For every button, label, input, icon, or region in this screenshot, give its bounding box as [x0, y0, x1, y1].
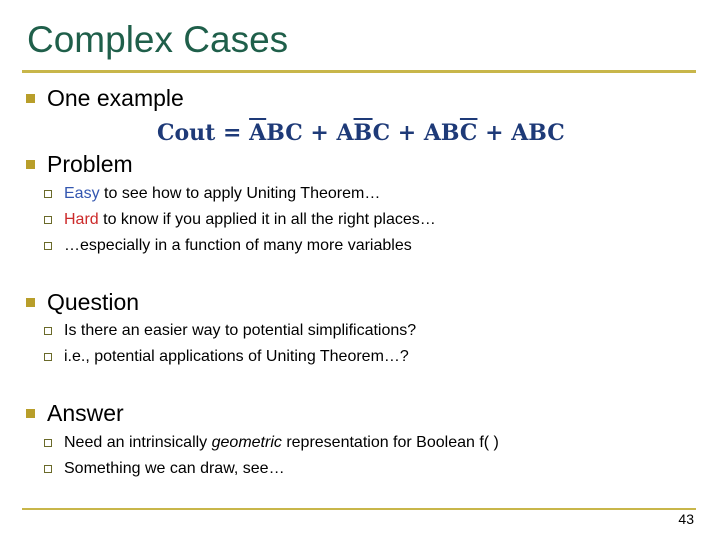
sub-bullet-text: to know if you applied it in all the right places… — [98, 211, 436, 228]
formula-term2-a: A — [336, 120, 354, 146]
square-bullet-icon — [26, 298, 35, 307]
bullet-label: Question — [47, 289, 140, 315]
bullet-label: Problem — [47, 151, 133, 177]
formula-plus: + — [390, 120, 424, 146]
formula-term2-c: C — [372, 120, 391, 146]
boolean-formula — [157, 120, 565, 146]
sub-bullet-text: …especially in a function of many more variables — [64, 237, 412, 254]
formula-plus: + — [302, 120, 337, 146]
hollow-square-bullet-icon — [44, 353, 52, 361]
sub-bullet-text: i.e., potential applications of Uniting Theorem…? — [64, 348, 409, 365]
formula-term1-negated: $\overline{A}$ — [249, 120, 267, 146]
square-bullet-icon — [26, 94, 35, 103]
hollow-square-bullet-icon — [44, 465, 52, 473]
page-number: 43 — [678, 511, 694, 527]
keyword-hard: Hard — [64, 211, 99, 228]
sub-bullet-text: Something we can draw, see… — [64, 460, 285, 477]
formula-plus: + — [477, 120, 512, 146]
hollow-square-bullet-icon — [44, 327, 52, 335]
sub-bullet-text: representation for Boolean f( ) — [281, 434, 499, 451]
formula-term1-rest: BC — [266, 120, 303, 146]
slide-title: Complex Cases — [27, 19, 289, 60]
footer-divider — [22, 508, 696, 510]
sub-bullet-text: to see how to apply Uniting Theorem… — [99, 185, 381, 202]
hollow-square-bullet-icon — [44, 439, 52, 447]
square-bullet-icon — [26, 160, 35, 169]
sub-bullet-text: Is there an easier way to potential simplifications? — [64, 322, 417, 339]
keyword-easy: Easy — [64, 185, 100, 202]
formula-term3-ab: AB — [423, 120, 460, 146]
title-divider — [22, 70, 696, 73]
hollow-square-bullet-icon — [44, 190, 52, 198]
bullet-label: One example — [47, 85, 184, 111]
emphasis-geometric: geometric — [211, 434, 282, 451]
square-bullet-icon — [26, 409, 35, 418]
bullet-label: Answer — [47, 400, 124, 426]
formula-term2-negated: $\overline{B}$ — [353, 120, 373, 146]
formula-term4: ABC — [511, 120, 565, 146]
sub-bullet-text: Need an intrinsically — [64, 434, 212, 451]
hollow-square-bullet-icon — [44, 242, 52, 250]
formula-term3-negated: $\overline{C}$ — [459, 120, 478, 146]
hollow-square-bullet-icon — [44, 216, 52, 224]
formula-equals: = — [215, 120, 250, 146]
formula-lhs: Cout — [157, 120, 216, 146]
